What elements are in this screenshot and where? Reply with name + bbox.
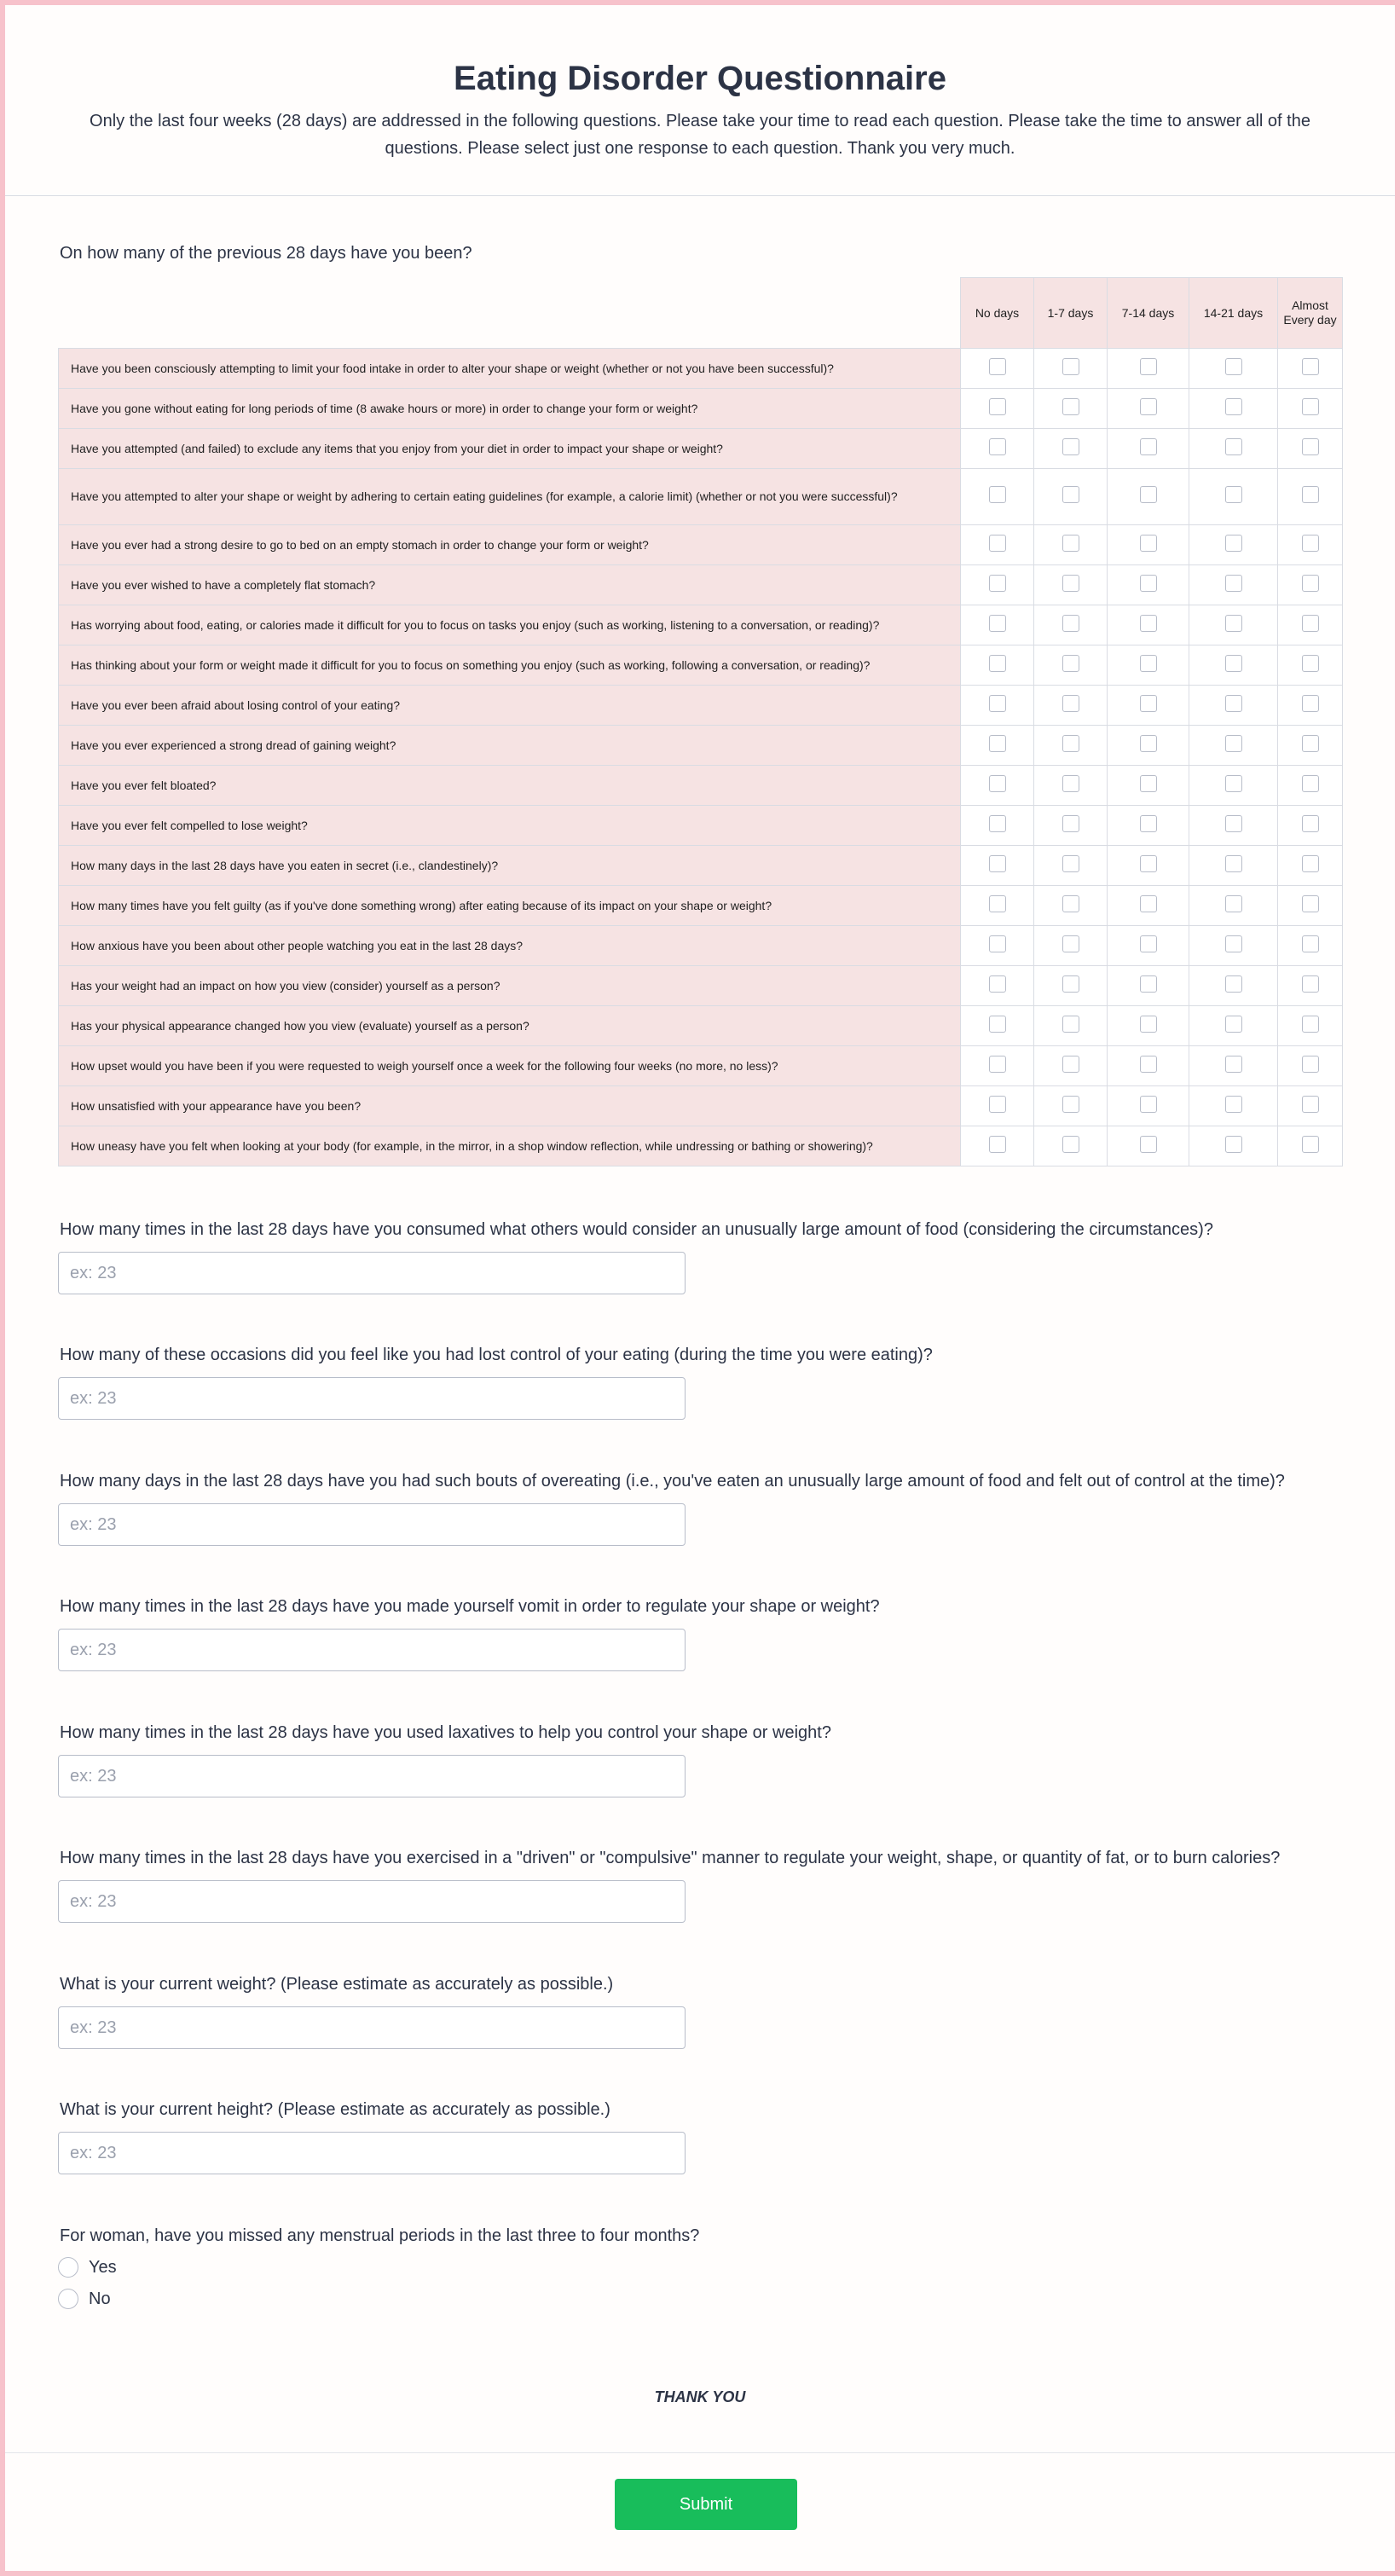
text-question-label: What is your current weight? (Please estimate as accurately as possible.) (60, 1975, 614, 1994)
matrix-checkbox[interactable] (1062, 775, 1079, 792)
thank-you-text: THANK YOU (654, 2388, 746, 2405)
matrix-cell (1278, 469, 1343, 525)
matrix-checkbox[interactable] (1140, 535, 1157, 552)
matrix-cell (961, 1046, 1034, 1086)
matrix-checkbox[interactable] (989, 655, 1006, 672)
text-question-label: How many times in the last 28 days have you used laxatives to help you control your shape or weight? (60, 1723, 831, 1742)
text-question-label: What is your current height? (Please estimate as accurately as possible.) (60, 2100, 610, 2119)
matrix-checkbox[interactable] (1302, 655, 1319, 672)
matrix-checkbox[interactable] (989, 975, 1006, 993)
radio-button[interactable] (58, 2257, 78, 2278)
matrix-cell (1189, 389, 1278, 429)
matrix-row-question: Has worrying about food, eating, or calories made it difficult for you to focus on tasks you enjoy (such as working, listening to a conversation, or reading)? (59, 605, 961, 645)
matrix-cell (1189, 605, 1278, 645)
matrix-checkbox[interactable] (989, 695, 1006, 712)
matrix-column-header: 1-7 days (1034, 278, 1108, 349)
matrix-row (59, 389, 1343, 429)
matrix-cell (1108, 645, 1189, 686)
matrix-cell (1189, 846, 1278, 886)
matrix-row-question: How upset would you have been if you were requested to weigh yourself once a week for the following four weeks (no more, no less)? (59, 1046, 961, 1086)
matrix-cell (961, 645, 1034, 686)
matrix-cell (961, 1006, 1034, 1046)
matrix-checkbox[interactable] (1062, 535, 1079, 552)
matrix-checkbox[interactable] (1140, 815, 1157, 832)
matrix-checkbox[interactable] (989, 855, 1006, 872)
matrix-cell (1278, 565, 1343, 605)
matrix-row (59, 886, 1343, 926)
matrix-checkbox[interactable] (1302, 1016, 1319, 1033)
matrix-cell (961, 525, 1034, 565)
matrix-cell (961, 686, 1034, 726)
matrix-row (59, 846, 1343, 886)
matrix-checkbox[interactable] (1302, 935, 1319, 952)
matrix-cell (1278, 1086, 1343, 1126)
matrix-cell (961, 766, 1034, 806)
matrix-cell (1278, 349, 1343, 389)
matrix-checkbox[interactable] (1302, 535, 1319, 552)
matrix-cell (1189, 565, 1278, 605)
matrix-row-question: How unsatisfied with your appearance have you been? (59, 1086, 961, 1126)
matrix-checkbox[interactable] (1140, 1136, 1157, 1153)
matrix-row-question: Has your weight had an impact on how you view (consider) yourself as a person? (59, 966, 961, 1006)
matrix-checkbox[interactable] (1062, 735, 1079, 752)
text-question-label: How many times in the last 28 days have you exercised in a "driven" or "compulsive" manner to regulate your weight, shape, or quantity of fat, or to burn calories? (60, 1849, 1281, 1867)
matrix-cell (1034, 1126, 1108, 1166)
matrix-checkbox[interactable] (1140, 1096, 1157, 1113)
matrix-row-question: Have you ever felt bloated? (59, 766, 961, 806)
matrix-cell (1034, 525, 1108, 565)
matrix-checkbox[interactable] (1062, 1056, 1079, 1073)
matrix-cell (1034, 1006, 1108, 1046)
text-question-label: How many days in the last 28 days have you had such bouts of overeating (i.e., you've eaten an unusually large amount of food and felt out of control at the time)? (60, 1472, 1285, 1491)
radio-option-yes[interactable] (58, 2256, 117, 2278)
matrix-question-label: On how many of the previous 28 days have you been? (60, 244, 472, 263)
matrix-cell (1034, 565, 1108, 605)
matrix-checkbox[interactable] (1302, 1136, 1319, 1153)
matrix-cell (1108, 846, 1189, 886)
matrix-checkbox[interactable] (1062, 615, 1079, 632)
matrix-cell (1034, 429, 1108, 469)
matrix-checkbox[interactable] (1062, 815, 1079, 832)
matrix-cell (1108, 605, 1189, 645)
matrix-cell (1278, 429, 1343, 469)
matrix-checkbox[interactable] (1140, 895, 1157, 912)
matrix-checkbox[interactable] (989, 935, 1006, 952)
matrix-checkbox[interactable] (1225, 1096, 1242, 1113)
matrix-checkbox[interactable] (1302, 1056, 1319, 1073)
matrix-checkbox[interactable] (1225, 655, 1242, 672)
matrix-row (59, 645, 1343, 686)
matrix-row (59, 766, 1343, 806)
matrix-checkbox[interactable] (1062, 398, 1079, 415)
matrix-checkbox[interactable] (1062, 1096, 1079, 1113)
matrix-checkbox[interactable] (989, 438, 1006, 455)
matrix-checkbox[interactable] (1225, 895, 1242, 912)
matrix-cell (1034, 1086, 1108, 1126)
matrix-cell (1189, 886, 1278, 926)
number-input[interactable] (58, 1629, 686, 1671)
matrix-row-question: How anxious have you been about other people watching you eat in the last 28 days? (59, 926, 961, 966)
matrix-cell (1034, 726, 1108, 766)
matrix-row-question: How many days in the last 28 days have you eaten in secret (i.e., clandestinely)? (59, 846, 961, 886)
matrix-cell (1189, 726, 1278, 766)
matrix-cell (1278, 1046, 1343, 1086)
matrix-checkbox[interactable] (1140, 775, 1157, 792)
matrix-row-question: Have you attempted to alter your shape or weight by adhering to certain eating guidelines (for example, a calorie limit) (whether or not you were successful)? (59, 469, 961, 525)
matrix-cell (1278, 966, 1343, 1006)
matrix-cell (1189, 645, 1278, 686)
matrix-checkbox[interactable] (1225, 775, 1242, 792)
matrix-row (59, 1006, 1343, 1046)
matrix-checkbox[interactable] (1302, 775, 1319, 792)
matrix-cell (1278, 686, 1343, 726)
matrix-row (59, 1126, 1343, 1166)
matrix-cell (1189, 1046, 1278, 1086)
radio-label: Yes (89, 2257, 117, 2277)
matrix-checkbox[interactable] (1302, 895, 1319, 912)
matrix-cell (961, 429, 1034, 469)
matrix-checkbox[interactable] (1302, 815, 1319, 832)
matrix-checkbox[interactable] (989, 815, 1006, 832)
matrix-checkbox[interactable] (1225, 935, 1242, 952)
matrix-row (59, 349, 1343, 389)
matrix-row-question: Have you ever wished to have a completely flat stomach? (59, 565, 961, 605)
matrix-checkbox[interactable] (1302, 575, 1319, 592)
matrix-checkbox[interactable] (1302, 438, 1319, 455)
matrix-cell (1108, 1006, 1189, 1046)
matrix-checkbox[interactable] (1140, 695, 1157, 712)
matrix-row-question: Has thinking about your form or weight made it difficult for you to focus on something you enjoy (such as working, following a conversation, or reading)? (59, 645, 961, 686)
matrix-checkbox[interactable] (1062, 655, 1079, 672)
matrix-cell (1108, 469, 1189, 525)
matrix-checkbox[interactable] (1062, 935, 1079, 952)
matrix-row (59, 605, 1343, 645)
matrix-cell (961, 605, 1034, 645)
matrix-checkbox[interactable] (1225, 615, 1242, 632)
matrix-row (59, 926, 1343, 966)
matrix-cell (1278, 525, 1343, 565)
number-input[interactable] (58, 2132, 686, 2174)
form-header (5, 5, 1395, 196)
matrix-row-question: Have you attempted (and failed) to exclude any items that you enjoy from your diet in order to impact your shape or weight? (59, 429, 961, 469)
matrix-cell (1034, 926, 1108, 966)
text-question-label: How many times in the last 28 days have you consumed what others would consider an unusually large amount of food (considering the circumstances)? (60, 1220, 1213, 1239)
matrix-column-header: Almost Every day (1278, 278, 1343, 349)
matrix-checkbox[interactable] (1225, 486, 1242, 503)
matrix-cell (1189, 766, 1278, 806)
matrix-cell (961, 1086, 1034, 1126)
matrix-checkbox[interactable] (1302, 975, 1319, 993)
matrix-cell (1278, 389, 1343, 429)
matrix-cell (1034, 886, 1108, 926)
matrix-cell (961, 886, 1034, 926)
matrix-checkbox[interactable] (989, 1136, 1006, 1153)
matrix-checkbox[interactable] (1062, 358, 1079, 375)
matrix-row-question: How many times have you felt guilty (as if you've done something wrong) after eating because of its impact on your shape or weight? (59, 886, 961, 926)
matrix-checkbox[interactable] (1225, 575, 1242, 592)
matrix-checkbox[interactable] (1140, 438, 1157, 455)
text-question-label: How many of these occasions did you feel like you had lost control of your eating (during the time you were eating)? (60, 1346, 933, 1364)
matrix-cell (1034, 605, 1108, 645)
matrix-checkbox[interactable] (1302, 486, 1319, 503)
submit-button[interactable]: Submit (615, 2479, 797, 2530)
matrix-cell (1278, 846, 1343, 886)
matrix-corner (59, 278, 961, 349)
matrix-cell (961, 1126, 1034, 1166)
matrix-cell (1108, 565, 1189, 605)
matrix-column-header: 7-14 days (1108, 278, 1189, 349)
matrix-checkbox[interactable] (989, 1016, 1006, 1033)
form-card (5, 5, 1395, 2571)
matrix-cell (961, 966, 1034, 1006)
matrix-checkbox[interactable] (1225, 735, 1242, 752)
matrix-cell (1108, 1046, 1189, 1086)
matrix-row (59, 525, 1343, 565)
matrix-cell (1278, 605, 1343, 645)
matrix-cell (1034, 1046, 1108, 1086)
form-title: Eating Disorder Questionnaire (454, 60, 946, 97)
matrix-checkbox[interactable] (1062, 895, 1079, 912)
matrix-checkbox[interactable] (1062, 1136, 1079, 1153)
matrix-cell (1278, 1006, 1343, 1046)
number-input[interactable] (58, 1252, 686, 1294)
matrix-row-question: Have you ever been afraid about losing control of your eating? (59, 686, 961, 726)
matrix-checkbox[interactable] (1225, 438, 1242, 455)
matrix-row (59, 565, 1343, 605)
matrix-row-question: Have you gone without eating for long periods of time (8 awake hours or more) in order to change your form or weight? (59, 389, 961, 429)
matrix-column-header: No days (961, 278, 1034, 349)
matrix-cell (1108, 1126, 1189, 1166)
matrix-cell (1034, 806, 1108, 846)
matrix-cell (1034, 645, 1108, 686)
matrix-cell (1108, 349, 1189, 389)
matrix-cell (1189, 525, 1278, 565)
form-content (5, 196, 1395, 2571)
matrix-row (59, 1086, 1343, 1126)
matrix-row (59, 1046, 1343, 1086)
matrix-cell (1108, 886, 1189, 926)
matrix-checkbox[interactable] (989, 775, 1006, 792)
matrix-cell (1034, 349, 1108, 389)
matrix-row (59, 686, 1343, 726)
matrix-cell (961, 469, 1034, 525)
matrix-cell (961, 389, 1034, 429)
matrix-checkbox[interactable] (1225, 1016, 1242, 1033)
number-input[interactable] (58, 1755, 686, 1797)
matrix-cell (1189, 806, 1278, 846)
matrix-checkbox[interactable] (1225, 695, 1242, 712)
number-input[interactable] (58, 2006, 686, 2049)
matrix-checkbox[interactable] (1225, 815, 1242, 832)
matrix-checkbox[interactable] (1225, 398, 1242, 415)
matrix-column-header: 14-21 days (1189, 278, 1278, 349)
matrix-checkbox[interactable] (989, 358, 1006, 375)
matrix-row (59, 966, 1343, 1006)
matrix-checkbox[interactable] (1140, 575, 1157, 592)
matrix-cell (1108, 429, 1189, 469)
matrix-checkbox[interactable] (1140, 615, 1157, 632)
matrix-cell (961, 726, 1034, 766)
matrix-checkbox[interactable] (1302, 615, 1319, 632)
matrix-cell (1034, 686, 1108, 726)
matrix-cell (1189, 1006, 1278, 1046)
matrix-cell (1189, 1086, 1278, 1126)
matrix-checkbox[interactable] (1062, 486, 1079, 503)
matrix-cell (1189, 349, 1278, 389)
matrix-cell (1108, 766, 1189, 806)
matrix-checkbox[interactable] (1140, 735, 1157, 752)
matrix-cell (1189, 926, 1278, 966)
matrix-checkbox[interactable] (1225, 855, 1242, 872)
matrix-checkbox[interactable] (1140, 1016, 1157, 1033)
matrix-cell (1189, 429, 1278, 469)
matrix-checkbox[interactable] (1062, 438, 1079, 455)
matrix-cell (1278, 806, 1343, 846)
matrix-cell (1034, 389, 1108, 429)
matrix-checkbox[interactable] (989, 486, 1006, 503)
matrix-checkbox[interactable] (989, 575, 1006, 592)
number-input[interactable] (58, 1880, 686, 1923)
matrix-checkbox[interactable] (1225, 535, 1242, 552)
matrix-checkbox[interactable] (1140, 975, 1157, 993)
matrix-checkbox[interactable] (1140, 935, 1157, 952)
matrix-checkbox[interactable] (989, 398, 1006, 415)
matrix-cell (1278, 645, 1343, 686)
matrix-cell (1189, 469, 1278, 525)
matrix-checkbox[interactable] (1140, 855, 1157, 872)
matrix-cell (961, 565, 1034, 605)
menstrual-question-label: For woman, have you missed any menstrual periods in the last three to four months? (60, 2226, 700, 2245)
matrix-cell (1278, 1126, 1343, 1166)
matrix-checkbox[interactable] (1140, 486, 1157, 503)
matrix-row-question: Have you ever experienced a strong dread of gaining weight? (59, 726, 961, 766)
matrix-checkbox[interactable] (1062, 695, 1079, 712)
number-input[interactable] (58, 1377, 686, 1420)
matrix-checkbox[interactable] (989, 895, 1006, 912)
matrix-row (59, 806, 1343, 846)
matrix-checkbox[interactable] (1302, 855, 1319, 872)
matrix-checkbox[interactable] (989, 1056, 1006, 1073)
matrix-cell (1108, 926, 1189, 966)
matrix-checkbox[interactable] (1225, 1136, 1242, 1153)
matrix-checkbox[interactable] (1062, 975, 1079, 993)
matrix-cell (1278, 886, 1343, 926)
matrix-cell (1034, 846, 1108, 886)
matrix-checkbox[interactable] (1062, 855, 1079, 872)
matrix-row-question: Have you ever felt compelled to lose weight? (59, 806, 961, 846)
matrix-checkbox[interactable] (1302, 1096, 1319, 1113)
number-input[interactable] (58, 1503, 686, 1546)
matrix-checkbox[interactable] (1140, 358, 1157, 375)
radio-option-no[interactable] (58, 2288, 111, 2310)
matrix-cell (1108, 389, 1189, 429)
matrix-checkbox[interactable] (989, 1096, 1006, 1113)
matrix-cell (1108, 966, 1189, 1006)
matrix-checkbox[interactable] (1302, 695, 1319, 712)
matrix-cell (1189, 966, 1278, 1006)
matrix-cell (961, 926, 1034, 966)
matrix-checkbox[interactable] (989, 535, 1006, 552)
matrix-cell (961, 806, 1034, 846)
form-subtitle: Only the last four weeks (28 days) are addressed in the following questions. Please take your time to read each question. Please take the time to answer all of the questions. Please select just one response to each question. Thank you very much. (90, 112, 1310, 158)
matrix-row-question: Have you been consciously attempting to limit your food intake in order to alter your shape or weight (whether or not you have been successful)? (59, 349, 961, 389)
matrix-cell (1034, 469, 1108, 525)
matrix-checkbox[interactable] (1225, 1056, 1242, 1073)
matrix-cell (961, 349, 1034, 389)
matrix-cell (1108, 1086, 1189, 1126)
text-question-label: How many times in the last 28 days have you made yourself vomit in order to regulate your shape or weight? (60, 1597, 880, 1616)
matrix-cell (1108, 525, 1189, 565)
matrix-checkbox[interactable] (1302, 358, 1319, 375)
matrix-checkbox[interactable] (1225, 358, 1242, 375)
matrix-cell (961, 846, 1034, 886)
matrix-row (59, 469, 1343, 525)
radio-button[interactable] (58, 2289, 78, 2309)
matrix-checkbox[interactable] (1062, 575, 1079, 592)
radio-label: No (89, 2289, 111, 2308)
matrix-cell (1034, 766, 1108, 806)
matrix-cell (1278, 926, 1343, 966)
matrix-cell (1278, 726, 1343, 766)
matrix-cell (1108, 686, 1189, 726)
matrix-cell (1278, 766, 1343, 806)
matrix-row-question: Have you ever had a strong desire to go to bed on an empty stomach in order to change your form or weight? (59, 525, 961, 565)
matrix-checkbox[interactable] (1140, 398, 1157, 415)
matrix-checkbox[interactable] (1140, 1056, 1157, 1073)
matrix-row (59, 429, 1343, 469)
matrix-checkbox[interactable] (1062, 1016, 1079, 1033)
matrix-cell (1108, 806, 1189, 846)
matrix-cell (1034, 966, 1108, 1006)
matrix-cell (1189, 1126, 1278, 1166)
matrix-cell (1189, 686, 1278, 726)
matrix-row-question: How uneasy have you felt when looking at your body (for example, in the mirror, in a shop window reflection, while undressing or bathing or showering)? (59, 1126, 961, 1166)
matrix-checkbox[interactable] (1302, 398, 1319, 415)
footer-divider (5, 2452, 1395, 2453)
matrix-row (59, 726, 1343, 766)
matrix-row-question: Has your physical appearance changed how you view (evaluate) yourself as a person? (59, 1006, 961, 1046)
matrix-cell (1108, 726, 1189, 766)
matrix-checkbox[interactable] (1225, 975, 1242, 993)
matrix-checkbox[interactable] (989, 735, 1006, 752)
matrix-checkbox[interactable] (1302, 735, 1319, 752)
frequency-matrix (58, 277, 1343, 1166)
matrix-checkbox[interactable] (989, 615, 1006, 632)
matrix-checkbox[interactable] (1140, 655, 1157, 672)
